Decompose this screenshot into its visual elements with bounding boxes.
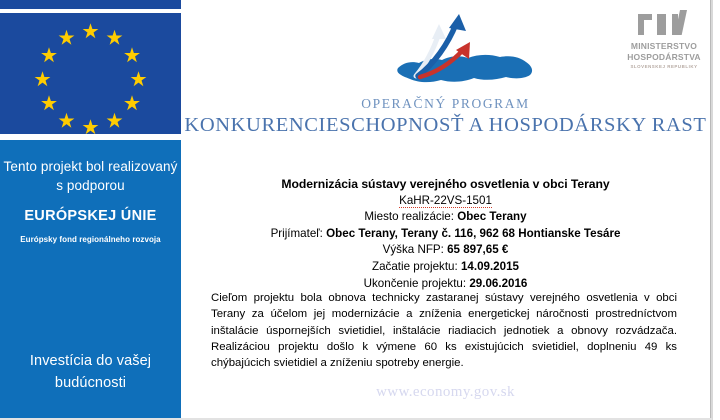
- project-end-value: 29.06.2016: [469, 276, 528, 290]
- erdf-fund-label: Európsky fond regionálneho rozvoja: [20, 235, 161, 244]
- op-subtitle: OPERAČNÝ PROGRAM: [361, 96, 530, 111]
- eu-support-text: Tento projekt bol realizovaný s podporou: [3, 159, 178, 193]
- flag-top-strip: [0, 0, 181, 9]
- right-border-shadow: [711, 0, 713, 420]
- project-beneficiary-value: Obec Terany, Terany č. 116, 962 68 Hontianske Tesáre: [326, 226, 621, 240]
- ministry-mark-icon: [636, 10, 692, 37]
- ministry-name-label: MINISTERSTVO HOSPODÁRSTVA: [627, 41, 701, 62]
- investment-slogan: Investícia do vašej budúcnosti: [29, 353, 152, 391]
- project-start-value: 14.09.2015: [460, 259, 519, 273]
- eu-stars-circle: [0, 13, 181, 134]
- slovakia-map-arrows-logo: [386, 6, 556, 91]
- ministry-of-economy-logo: [620, 10, 708, 69]
- project-location-row: [181, 209, 710, 226]
- project-title: Modernizácia sústavy verejného osvetlenia v obci Terany: [281, 177, 610, 191]
- op-logo-svg: [386, 6, 556, 91]
- project-location-value: Obec Terany: [457, 210, 527, 224]
- eu-union-label: EURÓPSKEJ ÚNIE: [24, 208, 157, 224]
- project-end-label: Ukončenie projektu:: [363, 276, 467, 290]
- project-grant-label: Výška NFP:: [382, 243, 444, 257]
- project-start-label: Začatie projektu:: [372, 259, 458, 273]
- project-grant-row: [181, 242, 710, 259]
- project-grant-value: 65 897,65 €: [447, 243, 509, 257]
- project-code-row: [181, 193, 710, 210]
- eu-stars-svg: [0, 13, 181, 134]
- project-location-label: Miesto realizácie:: [364, 210, 454, 224]
- eu-branding-column: [0, 0, 181, 420]
- website-watermark: www.economy.gov.sk: [376, 384, 515, 400]
- project-description: Cieľom projektu bola obnova technicky zastaranej sústavy verejného osvetlenia v obci Terany za účelom jej modernizácie a zníženia energetickej náročnosti prostredníctvom inštalácie úspornejších svietidiel, inštalácie riadiacich jednotiek a obnovy rozvádzača. Realizáciou projektu došlo k výmene 60 ks existujúcich svietidiel, doplneniu 49 ks chýbajúcich svietidiel a zníženiu spotreby energie.: [211, 292, 677, 370]
- project-code: KaHR-22VS-1501: [399, 193, 492, 207]
- project-beneficiary-label: Prijímateľ:: [270, 226, 323, 240]
- eu-funding-text-panel: [0, 140, 181, 420]
- project-info-block: [181, 176, 710, 292]
- project-beneficiary-row: [181, 226, 710, 243]
- op-title: KONKURENCIESCHOPNOSŤ A HOSPODÁRSKY RAST: [184, 114, 707, 136]
- project-start-row: [181, 259, 710, 276]
- ministry-subtitle-label: SLOVENSKEJ REPUBLIKY: [630, 64, 698, 69]
- project-content-column: [181, 0, 710, 420]
- european-union-flag: [0, 13, 181, 134]
